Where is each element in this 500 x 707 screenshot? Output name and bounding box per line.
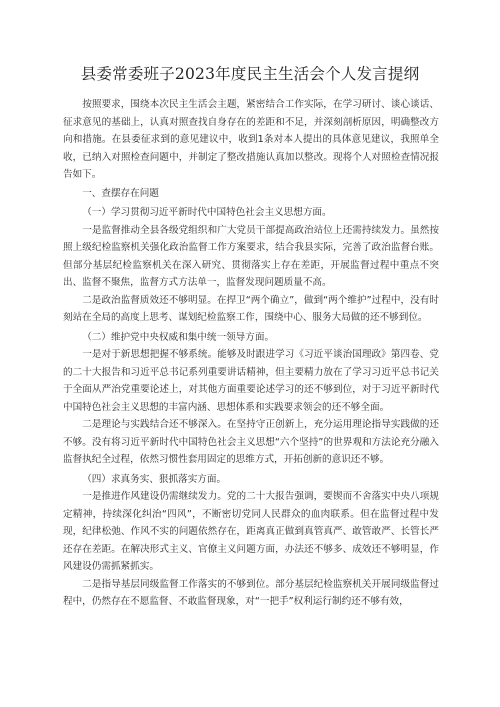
document-title: 县委常委班子2023年度民主生活会个人发言提纲	[80, 65, 420, 83]
body-paragraph: 二是政治监督质效还不够明显。在捍卫“两个确立”，做到“两个维护”过程中，没有时刻站在全局的高度上思考、谋划纪检监察工作，围绕中心、服务大局做的还不够到位。	[63, 294, 439, 323]
subsection-heading-1: （一）学习贯彻习近平新时代中国特色社会主义思想方面。	[82, 207, 332, 218]
body-paragraph: 二是理论与实践结合还不够深入。在坚持守正创新上，充分运用理论指导实践做的还不够。没有将习近平新时代中国特色社会主义思想“六个坚持”的世界观和方法论充分融入监督执纪全过程，依然习惯性套用固定的思维方式，开拓创新的意识还不够。	[63, 419, 439, 465]
body-paragraph: 一是监督推动全县各级党组织和广大党员干部提高政治站位上还需持续发力。虽然按照上级纪检监察机关强化政治监督工作方案要求，结合我县实际，完善了政治监督台账。但部分基层纪检监察机关在深入研究、贯彻落实上存在差距，开展监督过程中重点不突出、监督不聚焦，监督方式方法单一，监督发现问题质量不高。	[63, 224, 439, 288]
intro-paragraph: 按照要求，围绕本次民主生活会主题，紧密结合工作实际，在学习研讨、谈心谈话、征求意见的基础上，认真对照查找自身存在的差距和不足，并深刻剖析原因，明确整改方向和措施。在县委征求到的意见建议中，收到1条对本人提出的具体意见建议，我照单全收，已纳入对照检查问题中，并制定了整改措施认真加以整改。现将个人对照检查情况报告如下。	[63, 99, 439, 180]
body-paragraph: 二是指导基层同级监督工作落实的不够到位。部分基层纪检监察机关开展同级监督过程中，仍然存在不愿监督、不敢监督现象，对“一把手”权利运行制约还不够有效，	[63, 578, 439, 607]
subsection-heading-2: （二）维护党中央权威和集中统一领导方面。	[82, 331, 275, 343]
body-paragraph: 一是对于新思想把握不够系统。能够及时跟进学习《习近平谈治国理政》第四卷、党的二十大报告和习近平总书记系列重要讲话精神，但主要精力放在了学习习近平总书记关于全面从严治党重要论述上，对其他方面重要论述学习的还不够到位，对于习近平新时代中国特色社会主义思想的丰富内涵、思想体系和实践要求领会的还不够全面。	[63, 349, 439, 413]
subsection-heading-4: （四）求真务实、狠抓落实方面。	[82, 473, 227, 485]
document-body	[63, 96, 439, 611]
body-paragraph: 一是推进作风建设仍需继续发力。党的二十大报告强调，要锲而不舍落实中央八项规定精神，持续深化纠治“四风”，不断密切党同人民群众的血肉联系。但在监督过程中发现，纪律松弛、作风不实的问题依然存在，距离真正做到真管真严、敢管敢严、长管长严还存在差距。在解决形式主义、官僚主义问题方面，办法还不够多、成效还不够明显，作风建设仍需抓紧抓实。	[63, 491, 439, 572]
section-heading-1: 一、查摆存在问题	[82, 187, 159, 199]
